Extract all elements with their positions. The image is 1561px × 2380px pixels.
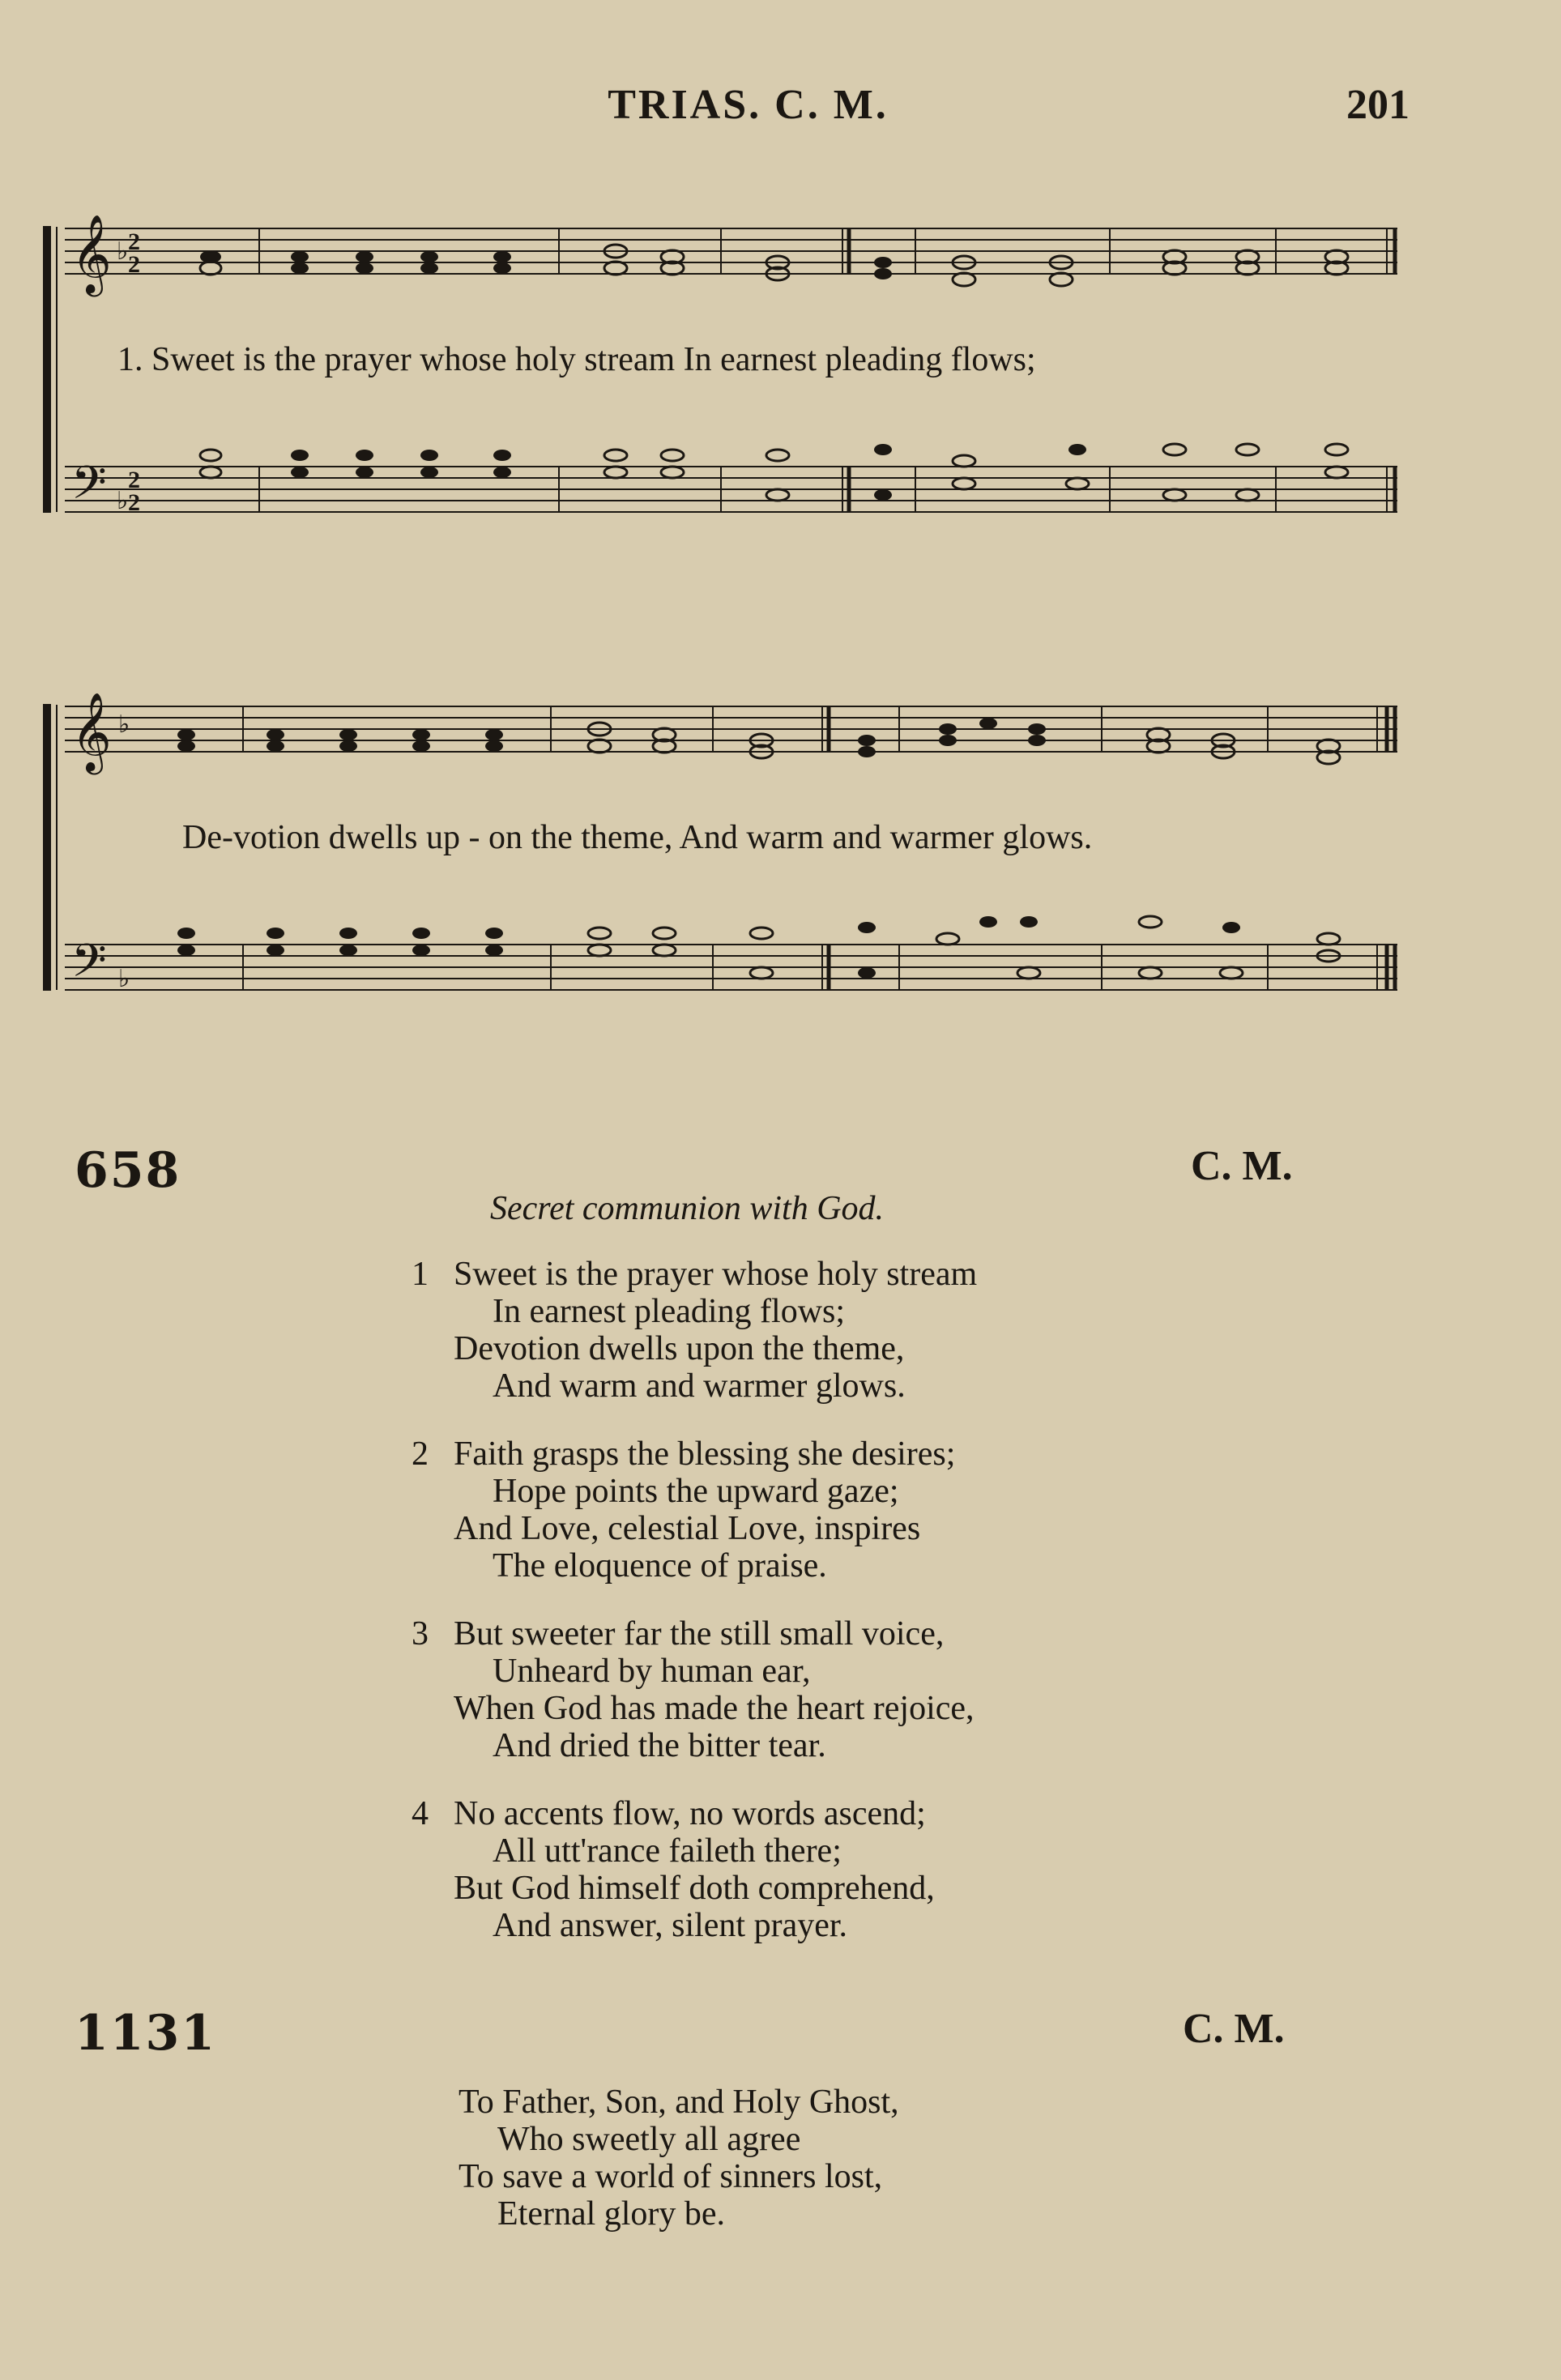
verse-line: The eloquence of praise. [493,1547,827,1585]
svg-text:2: 2 [128,467,140,493]
svg-text:2: 2 [128,251,140,278]
verse-line: To Father, Son, and Holy Ghost, [458,2084,899,2121]
lyric-line-2: De-votion dwells up - on the theme, And warm and warmer glows. [182,819,1093,856]
verse-line: Devotion dwells upon the theme, [454,1330,905,1367]
verse-line: All utt'rance faileth there; [493,1832,842,1870]
svg-text:♭: ♭ [117,488,129,514]
svg-text:♭: ♭ [117,238,129,265]
hymn-meter: C. M. [1191,1143,1293,1189]
hymn-number: 658 [75,1142,181,1199]
verse-number: 3 [412,1615,429,1653]
svg-text:2: 2 [128,228,140,255]
svg-text:♭: ♭ [118,966,130,992]
page-number: 201 [1346,82,1410,128]
svg-text:𝄞: 𝄞 [71,692,112,771]
hymn-number: 1131 [75,2005,216,2062]
verse-number: 1 [412,1256,429,1293]
svg-text:𝄢: 𝄢 [71,935,107,999]
verse-line: But God himself doth comprehend, [454,1870,935,1907]
music-system-1 [32,203,1410,543]
verse-line: In earnest pleading flows; [493,1293,846,1330]
verse-line: And answer, silent prayer. [493,1907,848,1944]
tune-title: TRIAS. C. M. [608,82,889,128]
verse-line: To save a world of sinners lost, [458,2158,883,2195]
doxology-verse [458,2084,899,2233]
lyric-line-1: 1. Sweet is the prayer whose holy stream In earnest pleading flows; [117,341,1036,378]
verse-line: Unheard by human ear, [493,1653,811,1690]
verse-line: And dried the bitter tear. [493,1727,826,1764]
svg-text:𝄢: 𝄢 [71,457,107,521]
verse-line: And Love, celestial Love, inspires [454,1510,921,1547]
verse-line: But sweeter far the still small voice, [454,1615,945,1653]
svg-text:2: 2 [128,489,140,516]
verse-number: 4 [412,1795,429,1832]
verse-line: Faith grasps the blessing she desires; [454,1435,956,1473]
verse-line: When God has made the heart rejoice, [454,1690,975,1727]
verse-4 [412,1795,935,1944]
verse-line: Who sweetly all agree [497,2121,801,2158]
music-system-2 [32,680,1410,1021]
hymn-subtitle: Secret communion with God. [490,1190,885,1227]
verse-number: 2 [412,1435,429,1473]
verse-3 [412,1615,975,1764]
verse-2 [412,1435,956,1585]
verse-line: Eternal glory be. [497,2195,726,2233]
svg-text:𝄞: 𝄞 [71,214,112,293]
verse-line: Sweet is the prayer whose holy stream [454,1256,978,1293]
hymn-meter: C. M. [1183,2006,1285,2052]
verse-line: No accents flow, no words ascend; [454,1795,926,1832]
verse-1 [412,1256,978,1405]
verse-line: Hope points the upward gaze; [493,1473,899,1510]
verse-line: And warm and warmer glows. [493,1367,906,1405]
svg-text:♭: ♭ [118,711,130,738]
